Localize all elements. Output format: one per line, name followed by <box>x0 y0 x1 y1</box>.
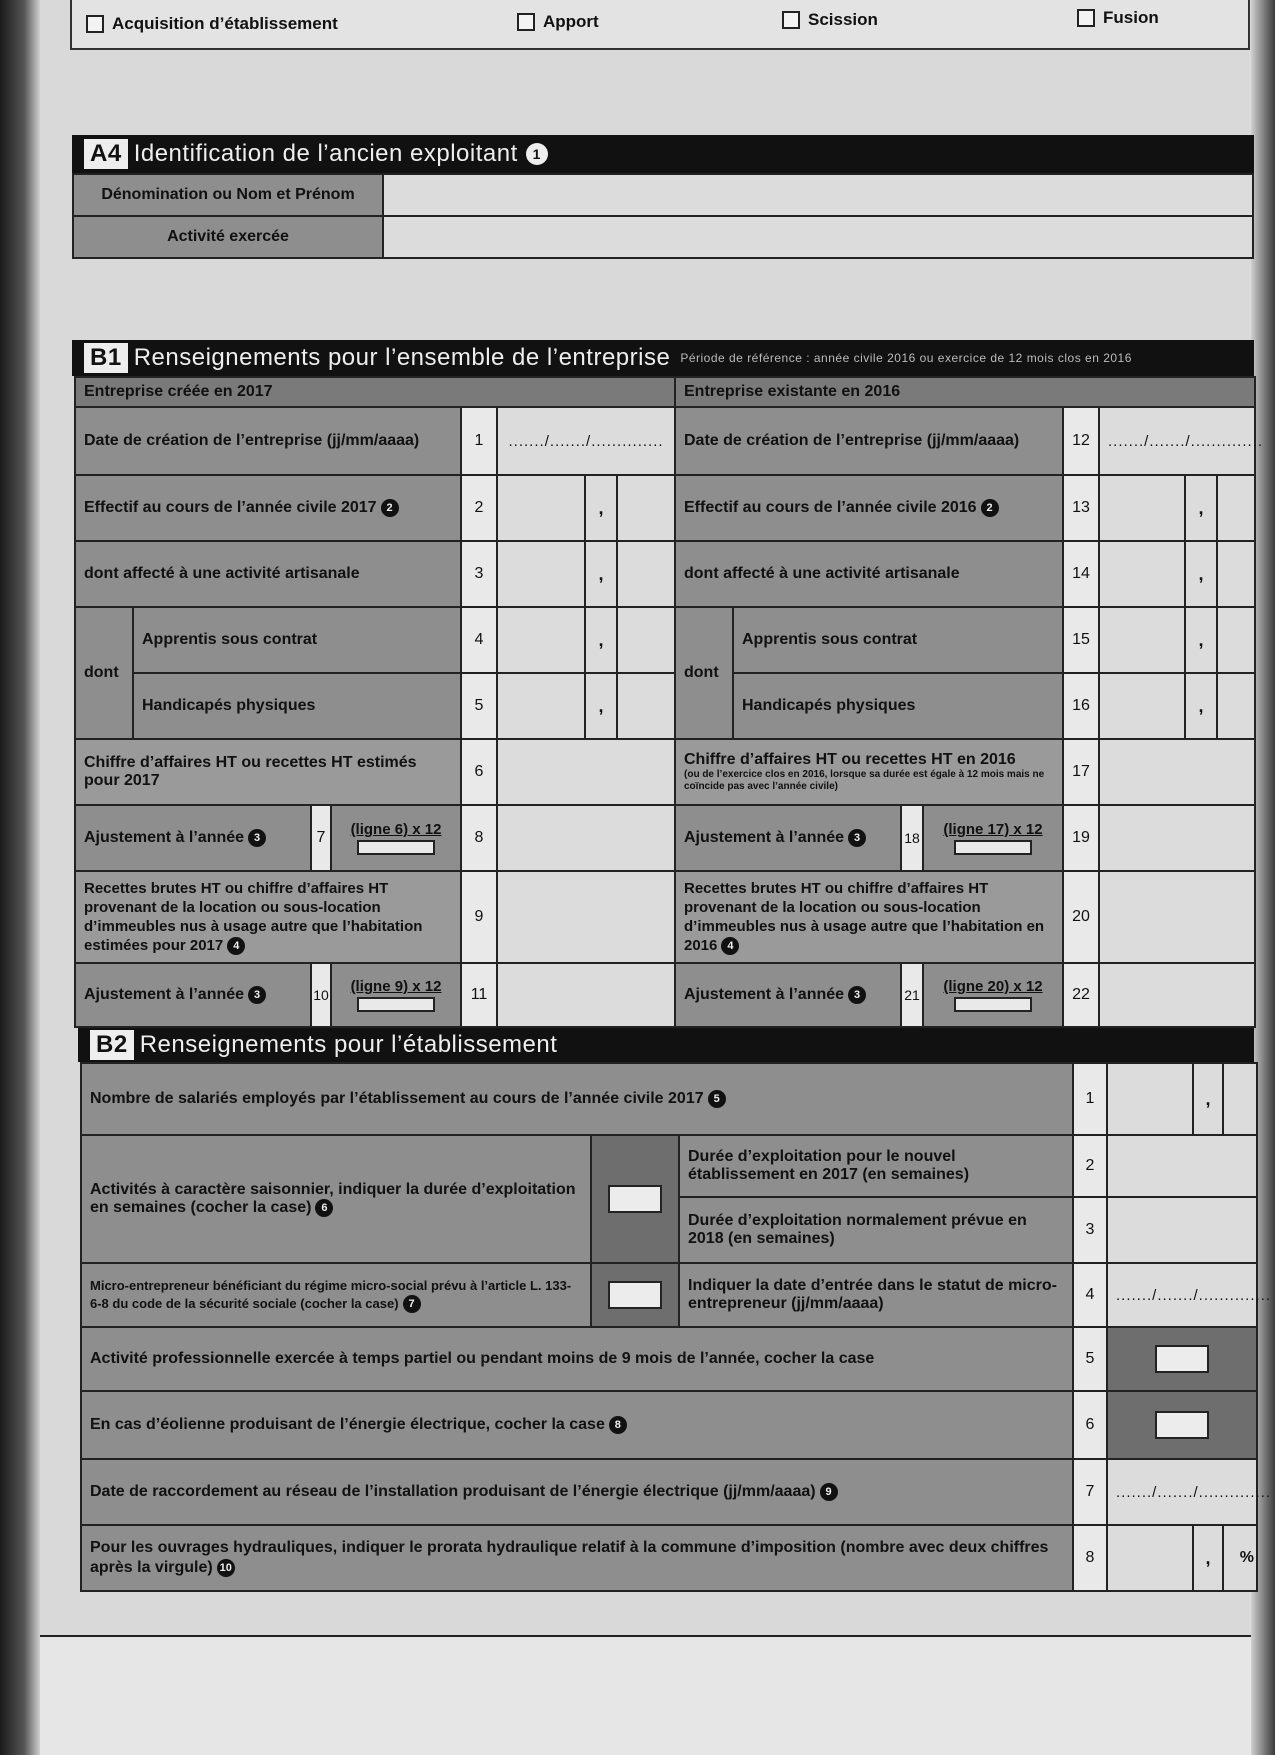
b1-left-table <box>74 376 676 1028</box>
label-artisanale: dont affecté à une activité artisanale <box>75 541 461 607</box>
operation-type-box <box>70 0 1250 50</box>
duree-nouvel-field[interactable] <box>1107 1135 1257 1197</box>
label-creation-date: Date de création de l’entreprise (jj/mm/aaaa) <box>675 407 1063 475</box>
line-number: 20 <box>1063 871 1099 963</box>
line-number: 16 <box>1063 673 1099 739</box>
formula-ligne-6: (ligne 6) x 12 <box>331 805 461 871</box>
formula-ligne-9: (ligne 9) x 12 <box>331 963 461 1027</box>
scan-edge-left <box>0 0 40 1755</box>
note-number-icon: 6 <box>315 1199 333 1217</box>
artisanale-int-field[interactable] <box>1099 541 1185 607</box>
line-number: 12 <box>1063 407 1099 475</box>
label-hydraulique: Pour les ouvrages hydrauliques, indiquer le prorata hydraulique relatif à la commune d’imposition (nombre avec deux chiffres après la virgule) 10 <box>81 1525 1073 1591</box>
checkbox[interactable] <box>1077 9 1095 27</box>
note-number-icon: 2 <box>381 499 399 517</box>
line-number: 3 <box>461 541 497 607</box>
note-number-icon: 4 <box>721 937 739 955</box>
note-number-icon: 2 <box>981 499 999 517</box>
effectif-int-field[interactable] <box>497 475 585 541</box>
label-dont: dont <box>675 607 733 739</box>
line-number: 8 <box>461 805 497 871</box>
artisanale-dec-field[interactable] <box>617 541 675 607</box>
handicapes-dec-field[interactable] <box>1217 673 1255 739</box>
comma: , <box>1193 1063 1223 1135</box>
b2-table <box>80 1062 1272 1592</box>
ca-estime-field[interactable] <box>497 739 675 805</box>
effectif-dec-field[interactable] <box>1217 475 1255 541</box>
apprentis-int-field[interactable] <box>497 607 585 673</box>
activite-field[interactable] <box>383 216 1253 258</box>
line-number: 4 <box>1073 1263 1107 1327</box>
recettes-field[interactable] <box>1099 871 1255 963</box>
option-scission[interactable]: Scission <box>782 10 878 30</box>
comma: , <box>1185 541 1217 607</box>
label-effectif: Effectif au cours de l’année civile 2017 2 <box>75 475 461 541</box>
section-title: Renseignements pour l’établissement <box>139 1031 558 1058</box>
note-number-icon: 5 <box>708 1090 726 1108</box>
eolienne-checkbox[interactable] <box>1155 1411 1209 1439</box>
note-number-icon: 7 <box>403 1295 421 1313</box>
note-number-icon: 10 <box>217 1559 235 1577</box>
line-number: 19 <box>1063 805 1099 871</box>
label-micro-entrepreneur: Micro-entrepreneur bénéficiant du régime micro-social prévu à l’article L. 133-6-8 du code de la sécurité sociale (cocher la case) 7 <box>81 1263 591 1327</box>
checkbox[interactable] <box>517 13 535 31</box>
left-header: Entreprise créée en 2017 <box>75 377 675 407</box>
line-number: 7 <box>1073 1459 1107 1525</box>
artisanale-int-field[interactable] <box>497 541 585 607</box>
line-number: 17 <box>1063 739 1099 805</box>
micro-checkbox-cell <box>591 1263 679 1327</box>
ajustement-recettes-field[interactable] <box>1099 963 1255 1027</box>
creation-date-field[interactable]: ......./......./.............. <box>497 407 675 475</box>
section-code: B1 <box>84 343 128 373</box>
eolienne-checkbox-cell <box>1107 1391 1257 1459</box>
partiel-checkbox[interactable] <box>1155 1345 1209 1373</box>
period-note: Période de référence : année civile 2016 ou exercice de 12 mois clos en 2016 <box>680 351 1132 365</box>
label-dont: dont <box>75 607 133 739</box>
note-number-icon: 3 <box>248 829 266 847</box>
checkbox[interactable] <box>782 11 800 29</box>
label-denomination: Dénomination ou Nom et Prénom <box>73 174 383 216</box>
line-number: 5 <box>461 673 497 739</box>
label-handicapes: Handicapés physiques <box>133 673 461 739</box>
line-number: 6 <box>461 739 497 805</box>
line-number: 2 <box>1073 1135 1107 1197</box>
handicapes-dec-field[interactable] <box>617 673 675 739</box>
note-number-icon: 3 <box>248 986 266 1004</box>
comma: , <box>1185 607 1217 673</box>
label-ca-estime: Chiffre d’affaires HT ou recettes HT estimés pour 2017 <box>75 739 461 805</box>
formula-box[interactable] <box>357 997 435 1012</box>
line-number: 3 <box>1073 1197 1107 1263</box>
label-temps-partiel: Activité professionnelle exercée à temps partiel ou pendant moins de 9 mois de l’année, cocher la case <box>81 1327 1073 1391</box>
line-number: 13 <box>1063 475 1099 541</box>
label-activite: Activité exercée <box>73 216 383 258</box>
label-eolienne: En cas d’éolienne produisant de l’énergie électrique, cocher la case 8 <box>81 1391 1073 1459</box>
label-ajustement: Ajustement à l’année 3 <box>675 963 901 1027</box>
label-creation-date: Date de création de l’entreprise (jj/mm/aaaa) <box>75 407 461 475</box>
line-number: 18 <box>901 805 923 871</box>
note-number-icon: 8 <box>609 1416 627 1434</box>
right-header: Entreprise existante en 2016 <box>675 377 1255 407</box>
formula-box[interactable] <box>954 840 1032 855</box>
section-b2-header <box>78 1028 1254 1062</box>
apprentis-dec-field[interactable] <box>617 607 675 673</box>
label-recettes: Recettes brutes HT ou chiffre d’affaires HT provenant de la location ou sous-location d’immeubles nus à usage autre que l’habitation estimées pour 2017 4 <box>75 871 461 963</box>
denomination-field[interactable] <box>383 174 1253 216</box>
comma: , <box>1193 1525 1223 1591</box>
comma: , <box>585 673 617 739</box>
hydraulique-dec-field[interactable] <box>1223 1525 1257 1591</box>
label-ajustement: Ajustement à l’année 3 <box>75 805 311 871</box>
label-recettes: Recettes brutes HT ou chiffre d’affaires HT provenant de la location ou sous-location d’immeubles nus à usage autre que l’habitation en 2016 4 <box>675 871 1063 963</box>
saisonnier-checkbox-cell <box>591 1135 679 1263</box>
note-number-icon: 4 <box>227 937 245 955</box>
note-number-icon: 3 <box>848 829 866 847</box>
creation-date-field[interactable]: ......./......./.............. <box>1099 407 1255 475</box>
line-number: 22 <box>1063 963 1099 1027</box>
comma: , <box>1185 475 1217 541</box>
apprentis-int-field[interactable] <box>1099 607 1185 673</box>
page-bottom <box>40 1635 1251 1755</box>
section-title: Renseignements pour l’ensemble de l’entreprise <box>133 344 671 371</box>
line-number: 1 <box>1073 1063 1107 1135</box>
line-number: 9 <box>461 871 497 963</box>
b1-right-table <box>674 376 1264 1028</box>
label-ajustement: Ajustement à l’année 3 <box>75 963 311 1027</box>
label-raccordement: Date de raccordement au réseau de l’installation produisant de l’énergie électrique (jj/mm/aaaa) 9 <box>81 1459 1073 1525</box>
label-handicapes: Handicapés physiques <box>733 673 1063 739</box>
hydraulique-int-field[interactable] <box>1107 1525 1193 1591</box>
ajustement-field[interactable] <box>1099 805 1255 871</box>
formula-box[interactable] <box>357 840 435 855</box>
line-number: 7 <box>311 805 331 871</box>
label-apprentis: Apprentis sous contrat <box>733 607 1063 673</box>
line-number: 8 <box>1073 1525 1107 1591</box>
formula-ligne-20: (ligne 20) x 12 <box>923 963 1063 1027</box>
line-number: 11 <box>461 963 497 1027</box>
comma: , <box>585 475 617 541</box>
section-b1-header <box>72 340 1254 376</box>
line-number: 2 <box>461 475 497 541</box>
option-apport[interactable]: Apport <box>517 12 599 32</box>
artisanale-dec-field[interactable] <box>1217 541 1255 607</box>
label-ca-2016: Chiffre d’affaires HT ou recettes HT en 2016 (ou de l’exercice clos en 2016, lorsque sa durée est égale à 12 mois mais ne coïncide pas avec l’année civile) <box>675 739 1063 805</box>
line-number: 4 <box>461 607 497 673</box>
line-number: 10 <box>311 963 331 1027</box>
apprentis-dec-field[interactable] <box>1217 607 1255 673</box>
saisonnier-checkbox[interactable] <box>608 1185 662 1213</box>
raccordement-date-field[interactable]: ......./......./.............. <box>1107 1459 1257 1525</box>
partiel-checkbox-cell <box>1107 1327 1257 1391</box>
comma: , <box>585 607 617 673</box>
label-salaries: Nombre de salariés employés par l’établissement au cours de l’année civile 2017 5 <box>81 1063 1073 1135</box>
formula-ligne-17: (ligne 17) x 12 <box>923 805 1063 871</box>
duree-prevue-field[interactable] <box>1107 1197 1257 1263</box>
line-number: 14 <box>1063 541 1099 607</box>
comma: , <box>585 541 617 607</box>
section-code: B2 <box>90 1030 134 1060</box>
micro-date-field[interactable]: ......./......./.............. <box>1107 1263 1257 1327</box>
formula-box[interactable] <box>954 997 1032 1012</box>
note-number-icon: 3 <box>848 986 866 1004</box>
handicapes-int-field[interactable] <box>1099 673 1185 739</box>
note-number-icon: 1 <box>526 143 548 165</box>
note-number-icon: 9 <box>820 1483 838 1501</box>
ajustement-recettes-field[interactable] <box>497 963 675 1027</box>
label-effectif: Effectif au cours de l’année civile 2016 2 <box>675 475 1063 541</box>
salaries-dec-field[interactable] <box>1223 1063 1257 1135</box>
ca-2016-field[interactable] <box>1099 739 1255 805</box>
section-title: Identification de l’ancien exploitant <box>133 140 518 167</box>
section-code: A4 <box>84 139 128 169</box>
effectif-dec-field[interactable] <box>617 475 675 541</box>
checkbox[interactable] <box>86 15 104 33</box>
recettes-field[interactable] <box>497 871 675 963</box>
label-ajustement: Ajustement à l’année 3 <box>675 805 901 871</box>
label-artisanale: dont affecté à une activité artisanale <box>675 541 1063 607</box>
line-number: 1 <box>461 407 497 475</box>
label-duree-nouvel: Durée d’exploitation pour le nouvel établissement en 2017 (en semaines) <box>679 1135 1073 1197</box>
effectif-int-field[interactable] <box>1099 475 1185 541</box>
label-duree-prevue: Durée d’exploitation normalement prévue en 2018 (en semaines) <box>679 1197 1073 1263</box>
line-number: 5 <box>1073 1327 1107 1391</box>
option-acquisition[interactable]: Acquisition d’établissement <box>86 14 338 34</box>
ajustement-field[interactable] <box>497 805 675 871</box>
comma: , <box>1185 673 1217 739</box>
micro-checkbox[interactable] <box>608 1281 662 1309</box>
section-a4-header <box>72 135 1254 173</box>
line-number: 15 <box>1063 607 1099 673</box>
percent-sign: % <box>1239 1549 1254 1566</box>
option-fusion[interactable]: Fusion <box>1077 8 1159 28</box>
handicapes-int-field[interactable] <box>497 673 585 739</box>
salaries-int-field[interactable] <box>1107 1063 1193 1135</box>
label-micro-date: Indiquer la date d’entrée dans le statut de micro-entrepreneur (jj/mm/aaaa) <box>679 1263 1073 1327</box>
a4-table <box>72 173 1254 259</box>
line-number: 6 <box>1073 1391 1107 1459</box>
label-saisonnier: Activités à caractère saisonnier, indiquer la durée d’exploitation en semaines (cocher la case) 6 <box>81 1135 591 1263</box>
label-apprentis: Apprentis sous contrat <box>133 607 461 673</box>
line-number: 21 <box>901 963 923 1027</box>
